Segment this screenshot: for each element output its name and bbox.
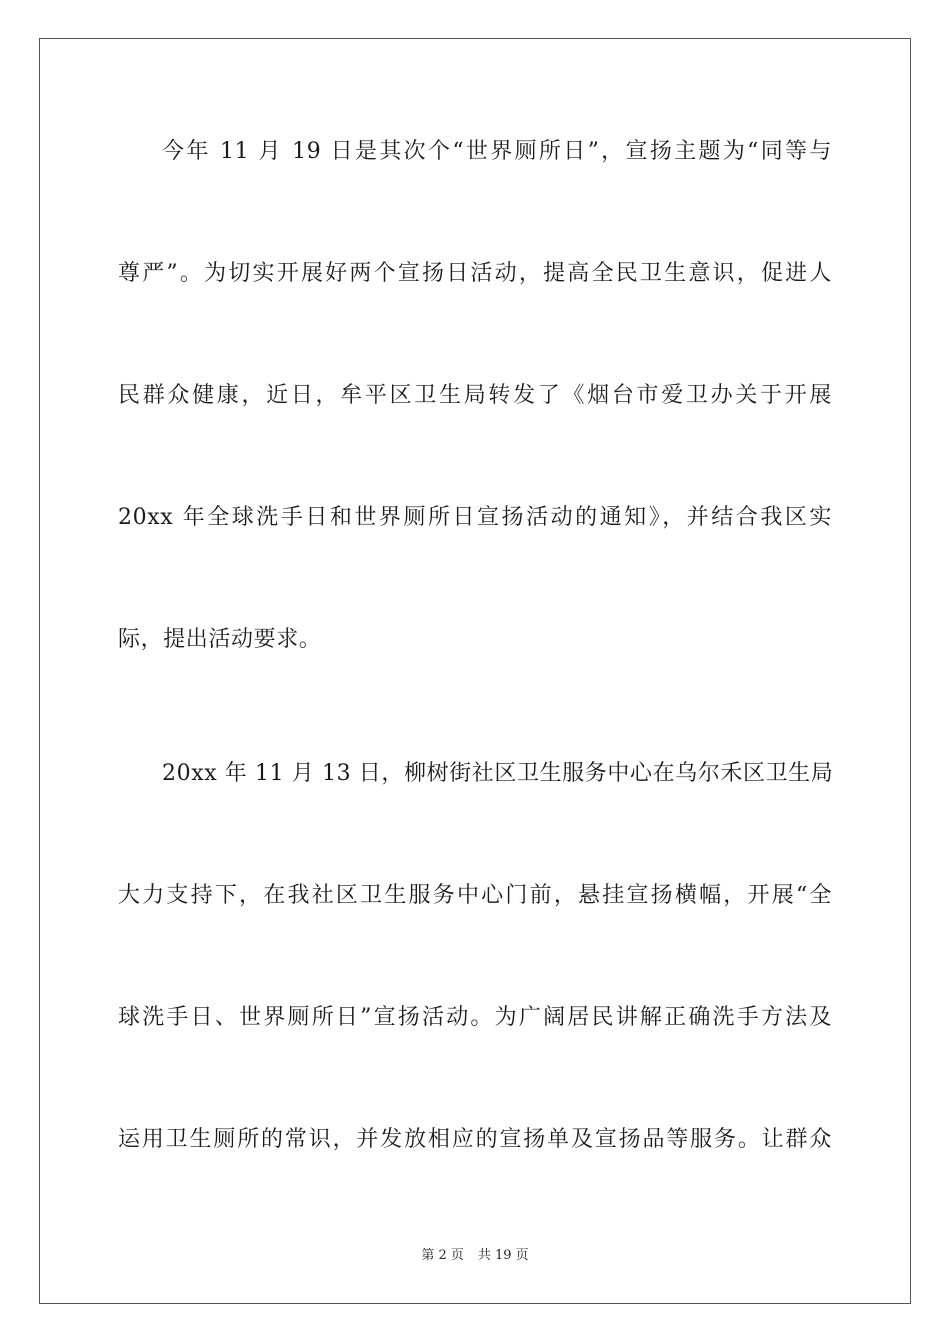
paragraph-1-line-5: 际，提出活动要求。 [118,627,322,652]
total-pages: 共 19 页 [477,1248,529,1263]
page-footer [0,1247,950,1265]
paragraph-2-line-4: 运用卫生厕所的常识，并发放相应的宣扬单及宣扬品等服务。让群众 [118,1127,832,1152]
paragraph-1-line-2: 尊严”。为切实开展好两个宣扬日活动，提高全民卫生意识，促进人 [118,261,832,286]
paragraph-1-line-1: 今年 11 月 19 日是其次个“世界厕所日”，宣扬主题为“同等与 [162,139,832,164]
paragraph-1-line-4: 20xx 年全球洗手日和世界厕所日宣扬活动的通知》，并结合我区实 [118,505,832,530]
page-number: 第 2 页 [421,1248,464,1263]
paragraph-1-line-3: 民群众健康，近日，牟平区卫生局转发了《烟台市爱卫办关于开展 [118,383,832,408]
paragraph-2-line-1: 20xx 年 11 月 13 日，柳树街社区卫生服务中心在乌尔禾区卫生局 [162,761,834,786]
paragraph-2-line-2: 大力支持下，在我社区卫生服务中心门前，悬挂宣扬横幅，开展“全 [118,883,832,908]
paragraph-2-line-3: 球洗手日、世界厕所日”宣扬活动。为广阔居民讲解正确洗手方法及 [118,1005,832,1030]
page-frame [39,38,911,1304]
